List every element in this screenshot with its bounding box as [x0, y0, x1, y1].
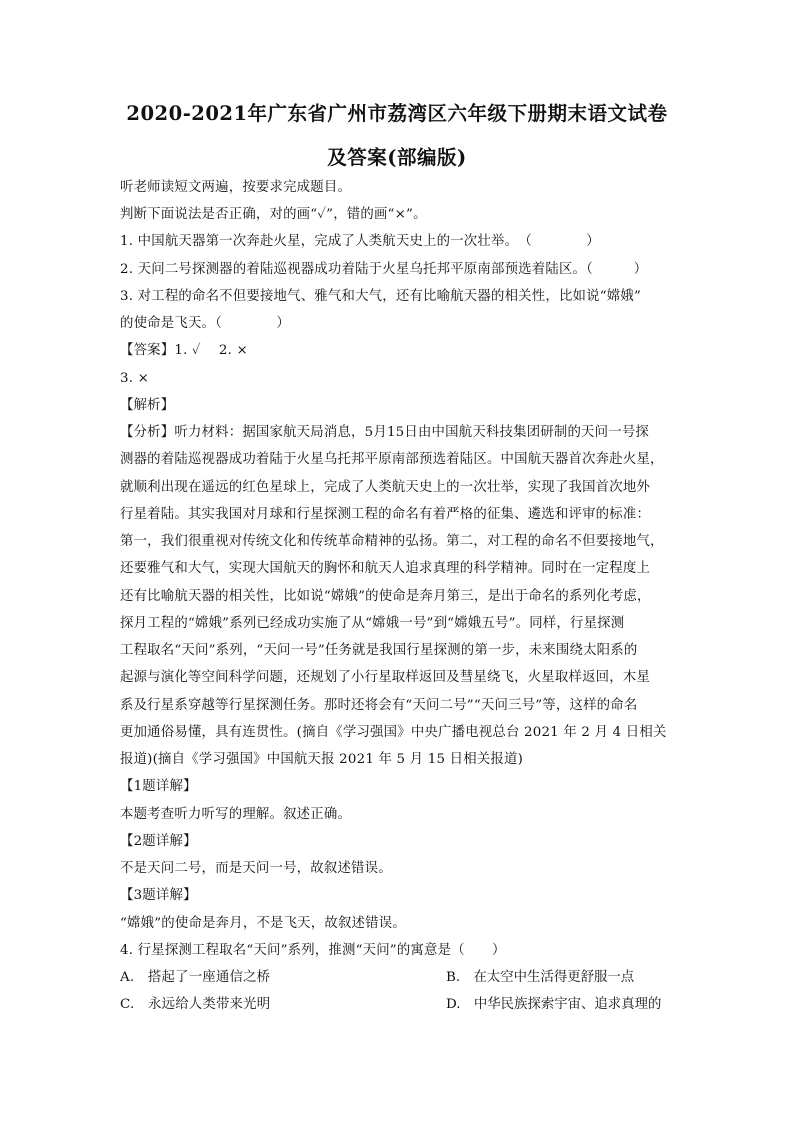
analysis-paragraph-line: 起源与演化等空间科学问题，还规划了小行星取样返回及彗星绕飞，火星取样返回，木星 — [120, 670, 651, 685]
analysis-paragraph-line: 就顺利出现在遥远的红色星球上，完成了人类航天史上的一次壮举，实现了我国首次地外 — [120, 480, 651, 495]
document-title: 2020-2021年广东省广州市荔湾区六年级下册期末语文试卷 — [126, 102, 668, 125]
analysis-paragraph-line: 行星着陆。其实我国对月球和行星探测工程的命名有着严格的征集、遴选和评审的标准： — [120, 507, 651, 522]
detail-text-2: 不是天问二号，而是天问一号，故叙述错误。 — [120, 861, 392, 876]
analysis-paragraph-line: 【分析】听力材料：据国家航天局消息，5月15日由中国航天科技集团研制的天问一号探 — [120, 425, 650, 440]
analysis-paragraph-line: 系及行星系穿越等行星探测任务。那时还将会有“天问二号”“天问三号”等，这样的命名 — [120, 698, 638, 713]
option-c: C. 永远给人类带来光明 — [120, 997, 271, 1012]
option-a: A. 搭起了一座通信之桥 — [120, 970, 271, 985]
detail-text-1: 本题考查听力听写的理解。叙述正确。 — [120, 807, 352, 822]
analysis-paragraph-line: 测器的着陆巡视器成功着陆于火星乌托邦平原南部预选着陆区。中国航天器首次奔赴火星， — [120, 452, 664, 467]
document-title-continued: 及答案(部编版) — [327, 146, 467, 169]
instruction-text: 听老师读短文两遍，按要求完成题目。 — [120, 180, 352, 195]
analysis-paragraph-line: 探月工程的“嫦娥”系列已经成功实施了从“嫦娥一号”到“嫦娥五号”。同样，行星探测 — [120, 616, 625, 631]
question-4: 4. 行星探测工程取名“天问”系列，推测“天问”的寓意是（ ） — [120, 943, 506, 958]
question-3: 3. 对工程的命名不但要接地气、雅气和大气，还有比喻航天器的相关性，比如说“嫦娥” — [120, 289, 641, 304]
analysis-paragraph-line: 第一，我们很重视对传统文化和传统革命精神的弘扬。第二，对工程的命名不但要接地气， — [120, 534, 664, 549]
analysis-heading: 【解析】 — [120, 398, 175, 413]
answer-text: 【答案】1. ✓ 2. × — [120, 343, 248, 358]
detail-heading-2: 【2题详解】 — [120, 834, 197, 849]
detail-text-3: “嫦娥”的使命是奔月，不是飞天，故叙述错误。 — [120, 916, 406, 931]
answer-text: 3. × — [120, 371, 150, 386]
option-b: B. 在太空中生活得更舒服一点 — [446, 970, 635, 985]
option-d: D. 中华民族探索宇宙、追求真理的 — [446, 997, 662, 1012]
analysis-paragraph-line: 报道)(摘自《学习强国》中国航天报 2021 年 5 月 15 日相关报道) — [120, 752, 524, 767]
analysis-paragraph-line: 工程取名“天问”系列，“天问一号”任务就是我国行星探测的第一步，未来围绕太阳系的 — [120, 643, 638, 658]
question-2: 2. 天问二号探测器的着陆巡视器成功着陆于火星乌托邦平原南部预选着陆区。（ ） — [120, 262, 648, 277]
analysis-paragraph-line: 还要雅气和大气，实现大国航天的胸怀和航天人追求真理的科学精神。同时在一定程度上 — [120, 561, 651, 576]
analysis-paragraph-line: 更加通俗易懂，具有连贯性。(摘自《学习强国》中央广播电视总台 2021 年 2 月 4 日相关 — [120, 725, 667, 740]
detail-heading-3: 【3题详解】 — [120, 888, 197, 903]
question-3-continued: 的使命是飞天。（ ） — [120, 316, 290, 331]
instruction-text: 判断下面说法是否正确，对的画“✓”，错的画“×”。 — [120, 207, 427, 222]
question-1: 1. 中国航天器第一次奔赴火星，完成了人类航天史上的一次壮举。 （ ） — [120, 234, 600, 249]
analysis-paragraph-line: 还有比喻航天器的相关性，比如说“嫦娥”的使命是奔月第三，是出于命名的系列化考虑， — [120, 589, 651, 604]
detail-heading-1: 【1题详解】 — [120, 779, 197, 794]
